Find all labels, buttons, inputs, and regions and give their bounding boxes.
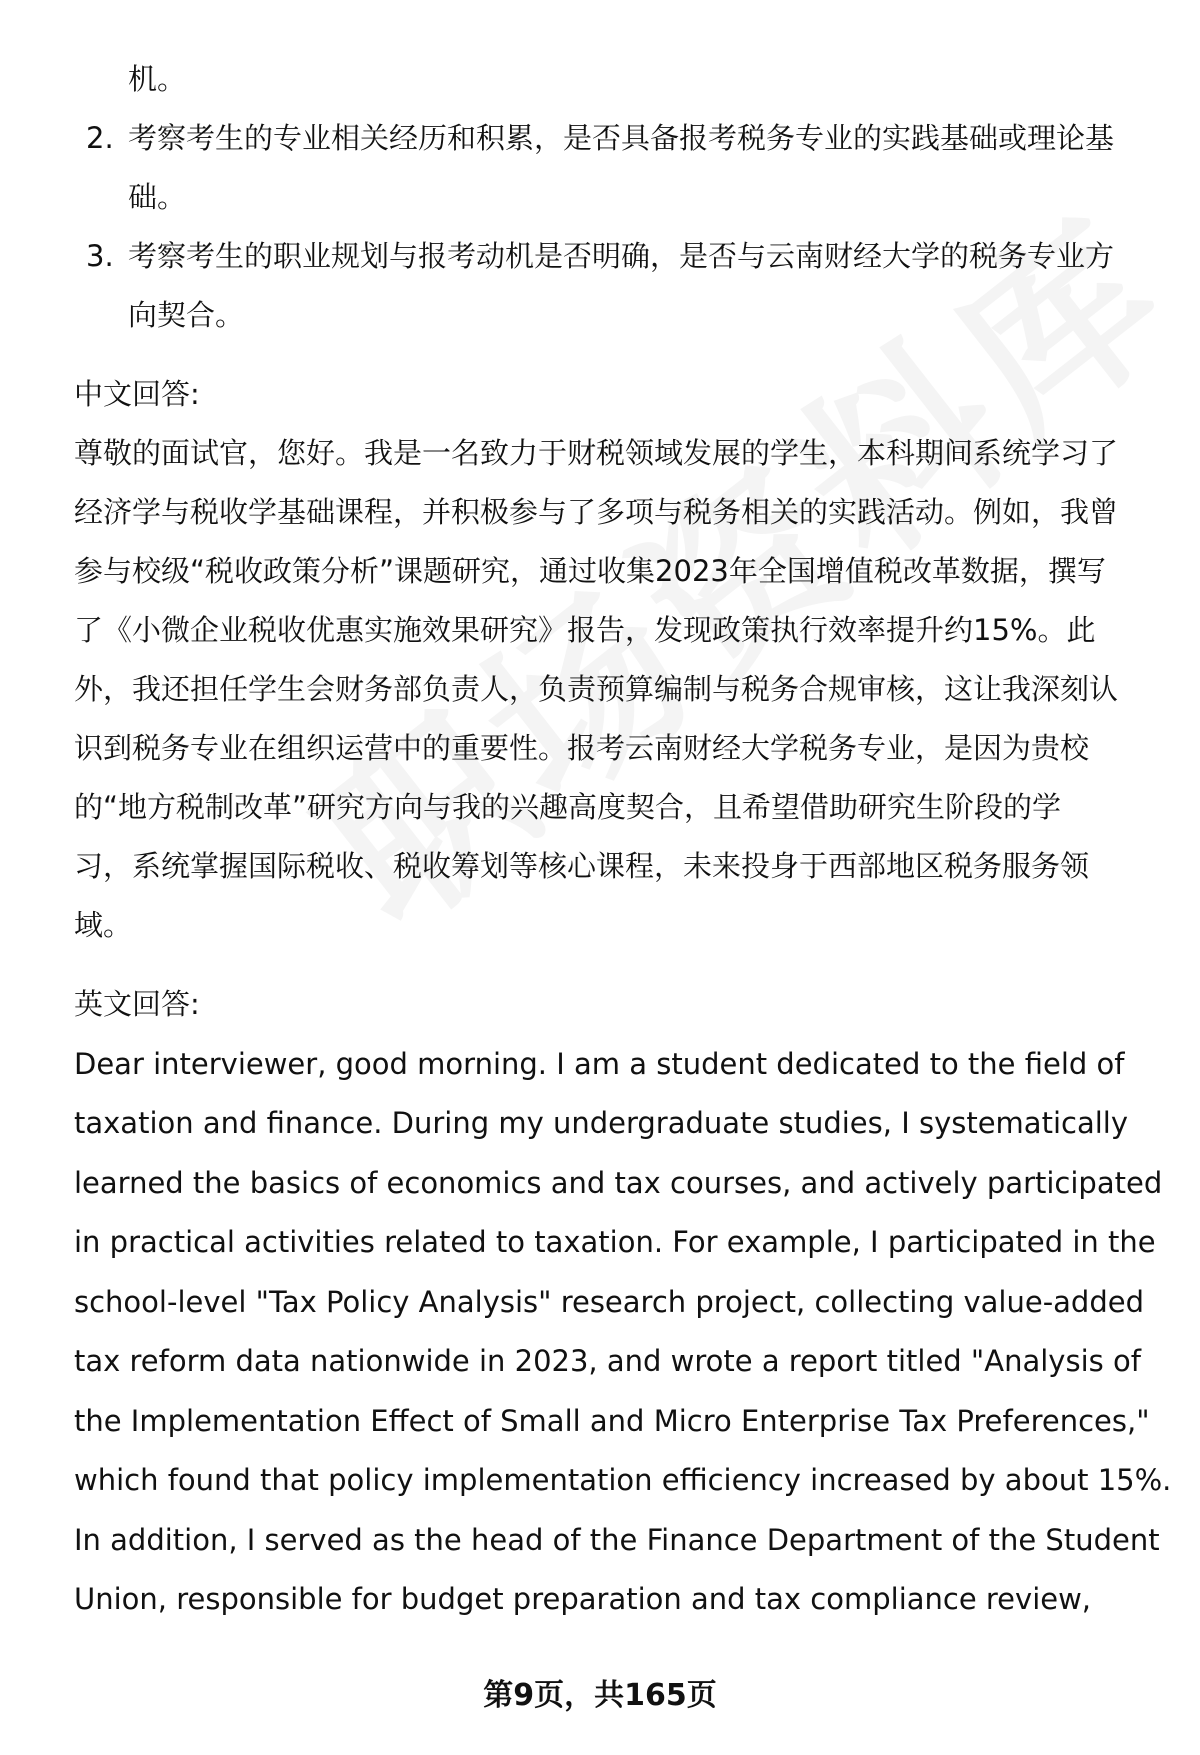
paragraph-line: In addition, I served as the head of the Finance Department of the Student — [74, 1522, 1160, 1557]
english-answer-heading: 英文回答: — [74, 987, 200, 1021]
paragraph-line: 的“地方税制改革”研究方向与我的兴趣高度契合，且希望借助研究生阶段的学 — [74, 790, 1062, 824]
list-item-text: 考察考生的专业相关经历和积累，是否具备报考税务专业的实践基础或理论基 — [128, 121, 1115, 155]
paragraph-line: 参与校级“税收政策分析”课题研究，通过收集2023年全国增值税改革数据，撰写 — [74, 554, 1106, 588]
paragraph-line: the Implementation Effect of Small and Micro Enterprise Tax Preferences," — [74, 1403, 1150, 1438]
paragraph-line: 习，系统掌握国际税收、税收筹划等核心课程，未来投身于西部地区税务服务领 — [74, 849, 1090, 883]
paragraph-line: 识到税务专业在组织运营中的重要性。报考云南财经大学税务专业，是因为贵校 — [74, 731, 1090, 765]
paragraph-line: learned the basics of economics and tax courses, and actively participated — [74, 1165, 1163, 1200]
chinese-answer-heading: 中文回答: — [74, 377, 200, 411]
paragraph-line: 尊敬的面试官，您好。我是一名致力于财税领域发展的学生，本科期间系统学习了 — [74, 436, 1119, 470]
list-item-2-continued: 础。 — [128, 180, 187, 214]
english-answer-section — [74, 975, 1172, 1630]
paragraph-line: Union, responsible for budget preparation and tax compliance review, — [74, 1582, 1092, 1616]
paragraph-line: tax reform data nationwide in 2023, and wrote a report titled "Analysis of — [74, 1344, 1141, 1378]
paragraph-line: Dear interviewer, good morning. I am a student dedicated to the field of — [74, 1046, 1125, 1081]
list-item-1-tail: 机。 — [128, 62, 187, 96]
page-number: 第9页，共165页 — [483, 1678, 717, 1713]
list-item-2 — [74, 109, 1164, 168]
paragraph-line: which found that policy implementation efficiency increased by about 15%. — [74, 1463, 1172, 1497]
paragraph-line: 域。 — [74, 908, 133, 942]
paragraph-line: 了《小微企业税收优惠实施效果研究》报告，发现政策执行效率提升约15%。此 — [74, 613, 1096, 647]
paragraph-line: 经济学与税收学基础课程，并积极参与了多项与税务相关的实践活动。例如，我曾 — [74, 495, 1119, 529]
list-item-3 — [74, 227, 1164, 286]
page-content — [74, 50, 1172, 1630]
paragraph-line: 外，我还担任学生会财务部负责人，负责预算编制与税务合规审核，这让我深刻认 — [74, 672, 1119, 706]
list-item-3-continued: 向契合。 — [128, 298, 245, 332]
paragraph-line: school-level "Tax Policy Analysis" research project, collecting value-added — [74, 1284, 1144, 1319]
chinese-answer-section — [74, 365, 1164, 955]
list-number: 3. — [86, 239, 114, 273]
paragraph-line: in practical activities related to taxation. For example, I participated in the — [74, 1225, 1156, 1259]
paragraph-line: taxation and finance. During my undergraduate studies, I systematically — [74, 1106, 1128, 1140]
criteria-list — [74, 50, 1164, 345]
list-number: 2. — [86, 121, 114, 155]
list-item-text: 考察考生的职业规划与报考动机是否明确，是否与云南财经大学的税务专业方 — [128, 239, 1115, 273]
